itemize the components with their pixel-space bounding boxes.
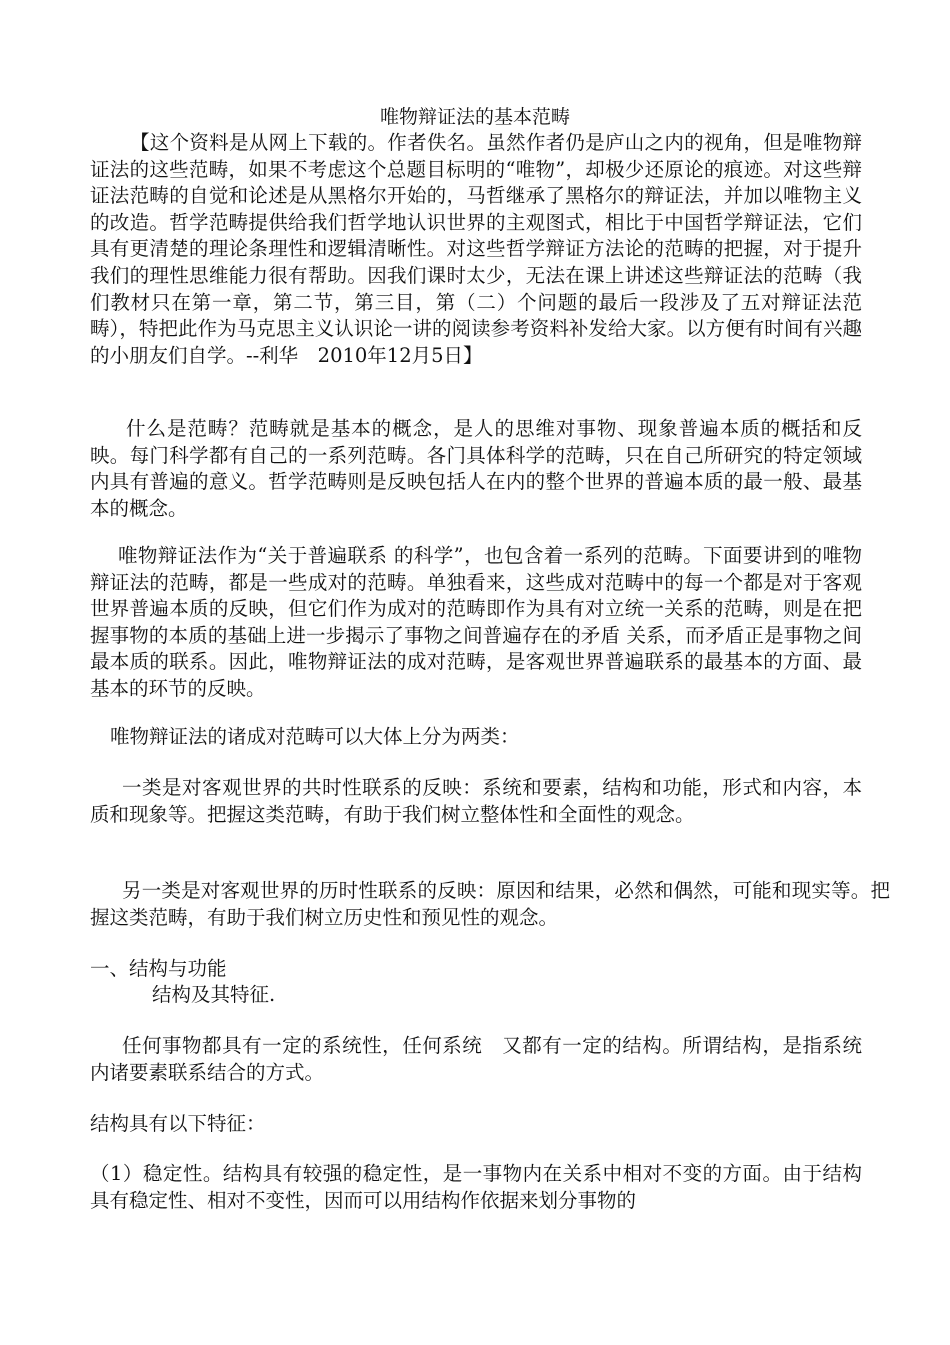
paragraph-synchronic: 一类是对客观世界的共时性联系的反映：系统和要素，结构和功能，形式和内容，本质和现象等。把握这类范畴，有助于我们树立整体性和全面性的观念。 <box>90 776 862 826</box>
paragraph-dialectics-categories: 唯物辩证法作为“关于普遍联系 的科学”，也包含着一系列的范畴。下面要讲到的唯物辩证法的范畴，都是一些成对的范畴。单独看来，这些成对范畴中的每一个都是对于客观世界普遍本质的反映，但它们作为成对的范畴即作为具有对立统一关系的范畴，则是在把握事物的本质的基础上进一步揭示了事物之间普遍存在的矛盾 关系，而矛盾正是事物之间最本质的联系。因此，唯物辩证法的成对范畴，是客观世界普遍联系的最基本的方面、最基本的环节的反映。 <box>90 544 862 700</box>
paragraph-two-types: 唯物辩证法的诸成对范畴可以大体上分为两类： <box>110 725 520 748</box>
section-subheading: 结构及其特征. <box>152 983 276 1006</box>
section-heading: 一、结构与功能 <box>90 957 227 980</box>
paragraph-structure-definition: 任何事物都具有一定的系统性，任何系统 又都有一定的结构。所谓结构，是指系统内诸要素联系结合的方式。 <box>90 1034 862 1084</box>
intro-paragraph: 【这个资料是从网上下载的。作者佚名。虽然作者仍是庐山之内的视角，但是唯物辩证法的这些范畴，如果不考虑这个总题目标明的“唯物”，却极少还原论的痕迹。对这些辩证法范畴的自觉和论述是从黑格尔开始的，马哲继承了黑格尔的辩证法，并加以唯物主义的改造。哲学范畴提供给我们哲学地认识世界的主观图式，相比于中国哲学辩证法，它们具有更清楚的理论条理性和逻辑清晰性。对这些哲学辩证方法论的范畴的把握，对于提升我们的理性思维能力很有帮助。因我们课时太少，无法在课上讲述这些辩证法的范畴（我们教材只在第一章，第二节，第三目，第（二）个问题的最后一段涉及了五对辩证法范畴），特把此作为马克思主义认识论一讲的阅读参考资料补发给大家。以方便有时间有兴趣的小朋友们自学。--利华 2010年12月5日】 <box>90 131 862 367</box>
paragraph-stability: （1）稳定性。结构具有较强的稳定性，是一事物内在关系中相对不变的方面。由于结构具有稳定性、相对不变性，因而可以用结构作依据来划分事物的 <box>90 1162 862 1212</box>
paragraph-structure-features: 结构具有以下特征： <box>90 1112 266 1135</box>
paragraph-diachronic: 另一类是对客观世界的历时性联系的反映：原因和结果，必然和偶然，可能和现实等。把握这类范畴，有助于我们树立历史性和预见性的观念。 <box>90 879 890 929</box>
document-title: 唯物辩证法的基本范畴 <box>379 106 570 128</box>
paragraph-what-is-category: 什么是范畴？范畴就是基本的概念，是人的思维对事物、现象普遍本质的概括和反映。每门科学都有自己的一系列范畴。各门具体科学的范畴，只在自己所研究的特定领域内具有普遍的意义。哲学范畴则是反映包括人在内的整个世界的普遍本质的最一般、最基本的概念。 <box>90 417 862 520</box>
